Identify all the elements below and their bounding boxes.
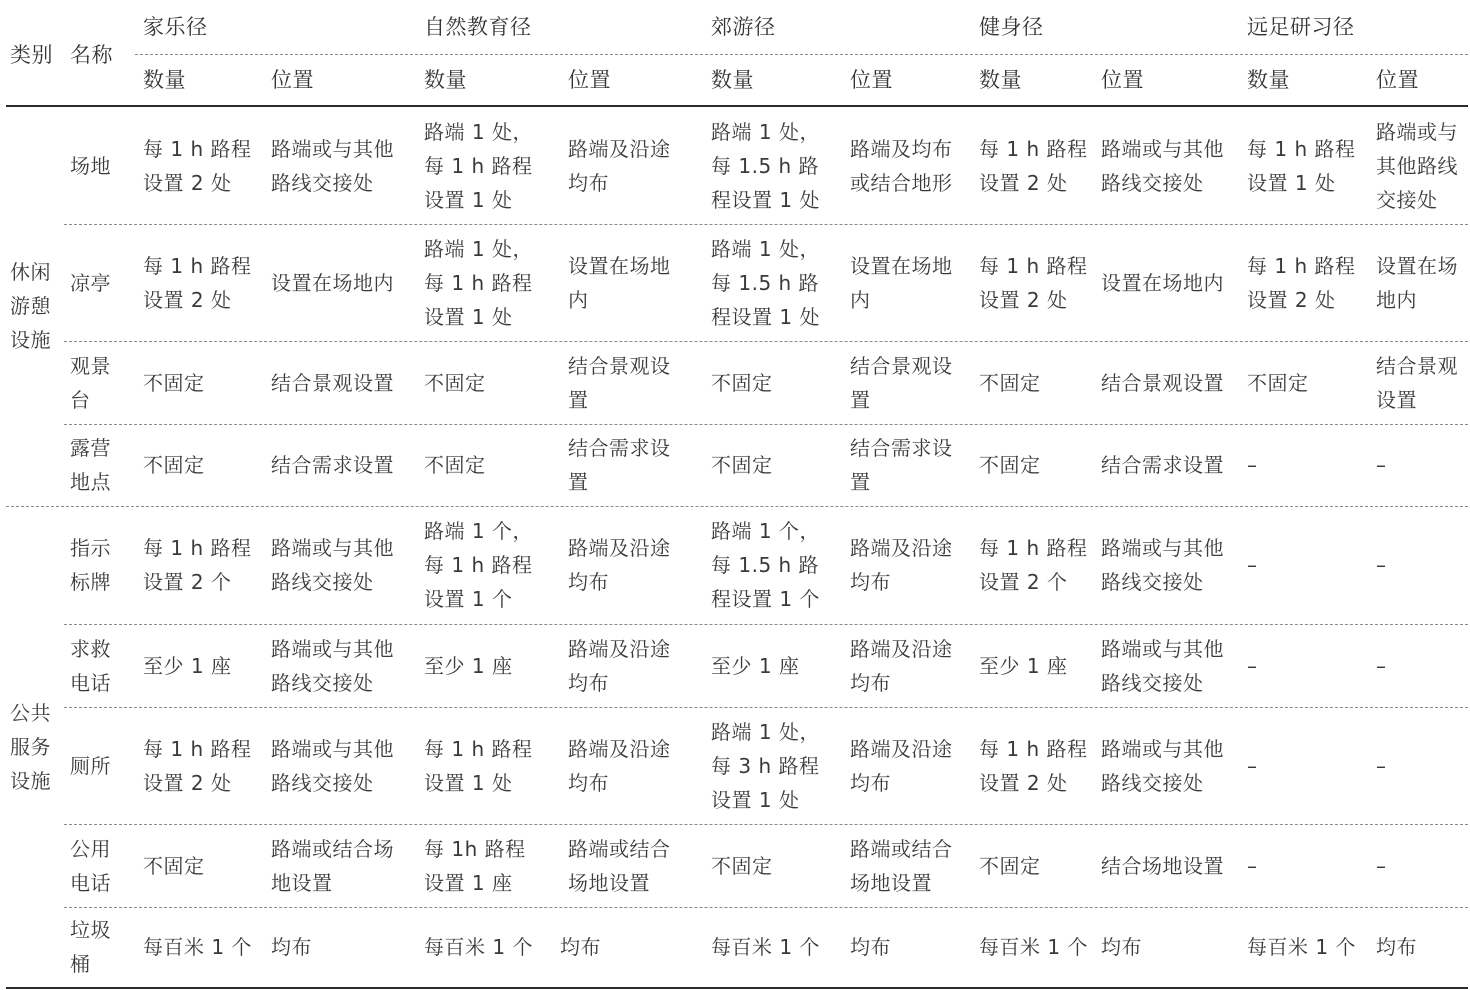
cell-line: – <box>1376 853 1387 878</box>
cell-line: 路端 1 个， <box>711 519 820 543</box>
location-cell <box>271 832 394 900</box>
cell-line: 结合需求设置 <box>1101 453 1224 477</box>
cell-line: 设置 2 个 <box>143 570 232 594</box>
quantity-cell <box>143 649 231 683</box>
quantity-cell <box>1247 548 1258 582</box>
quantity-cell <box>143 732 251 800</box>
cell-line: 每 1 h 路程 <box>424 153 533 178</box>
cell-line: 路端及沿途 <box>850 636 953 661</box>
cell-line: 路端或结合场 <box>271 836 394 861</box>
location-cell <box>271 266 394 300</box>
location-cell <box>850 930 891 964</box>
location-cell <box>271 732 394 800</box>
category-leisure <box>10 255 51 357</box>
category-divider <box>6 506 1468 507</box>
category-public-service <box>10 696 51 798</box>
cell-line: 置 <box>850 470 871 494</box>
location-cell <box>271 632 394 700</box>
location-cell <box>1101 266 1224 300</box>
cell-line: 设置 1 个 <box>424 587 513 611</box>
location-cell <box>568 431 671 499</box>
quantity-cell <box>979 649 1067 683</box>
cell-line: 每 1 h 路程 <box>143 736 252 761</box>
cell-line: 路线交接处 <box>271 570 374 594</box>
quantity-cell <box>1247 930 1356 964</box>
location-cell <box>850 349 953 417</box>
quantity-cell <box>711 232 820 334</box>
row-divider <box>64 341 1468 342</box>
cell-line: 不固定 <box>979 370 1041 395</box>
cell-line: 路端 1 个， <box>424 519 533 543</box>
cell-line: 路端或与其他 <box>1101 136 1224 161</box>
cell-line: 路线交接处 <box>271 170 374 195</box>
cell-line: 内 <box>850 287 871 312</box>
location-cell <box>568 132 671 200</box>
cell-line: 设施 <box>10 769 51 793</box>
cell-line: – <box>1376 753 1387 778</box>
cell-line: 路端或与 <box>1376 119 1458 144</box>
cell-line: 场地设置 <box>568 870 650 895</box>
cell-line: 设置 2 处 <box>143 170 232 195</box>
header-quantity-3: 数量 <box>711 68 754 92</box>
cell-line: 结合需求设 <box>568 436 671 460</box>
location-cell <box>568 732 671 800</box>
quantity-cell <box>424 448 486 482</box>
cell-line: 均布 <box>560 935 601 959</box>
header-group-outing: 郊游径 <box>711 15 776 39</box>
cell-line: 设置 1 处 <box>1247 170 1336 195</box>
cell-line: 程设置 1 处 <box>711 304 820 329</box>
cell-line: 电话 <box>70 870 111 895</box>
cell-line: 置 <box>568 387 589 412</box>
quantity-cell <box>424 115 533 217</box>
cell-line: 路线交接处 <box>1101 170 1204 195</box>
row-name <box>70 749 111 783</box>
cell-line: 地内 <box>1376 287 1417 312</box>
quantity-cell <box>711 849 773 883</box>
cell-line: 路线交接处 <box>271 770 374 795</box>
quantity-cell <box>424 232 533 334</box>
quantity-cell <box>711 649 799 683</box>
cell-line: 设置在场地内 <box>1101 270 1224 295</box>
cell-line: 凉亭 <box>70 270 111 295</box>
cell-line: 路端或与其他 <box>271 136 394 161</box>
location-cell <box>850 832 953 900</box>
location-cell <box>1376 249 1458 317</box>
row-divider <box>64 424 1468 425</box>
cell-line: 结合需求设置 <box>271 453 394 477</box>
location-cell <box>1101 531 1224 599</box>
cell-line: 电话 <box>70 670 111 695</box>
cell-line: 路端或结合 <box>568 836 671 861</box>
quantity-cell <box>424 930 533 964</box>
cell-line: – <box>1376 653 1387 678</box>
location-cell <box>850 732 953 800</box>
header-quantity-4: 数量 <box>979 68 1022 92</box>
cell-line: 每 1 h 路程 <box>1247 136 1356 161</box>
cell-line: 设置 2 处 <box>979 770 1068 795</box>
quantity-cell <box>1247 649 1258 683</box>
cell-line: 结合景观 <box>1376 353 1458 378</box>
cell-line: 路端 1 处， <box>711 119 820 144</box>
cell-line: 公用 <box>70 836 111 861</box>
cell-line: 置 <box>850 387 871 412</box>
cell-line: 不固定 <box>711 370 773 395</box>
header-group-fitness: 健身径 <box>979 15 1044 39</box>
cell-line: 每 1 h 路程 <box>979 253 1088 278</box>
cell-line: 均布 <box>568 670 609 695</box>
location-cell <box>568 832 671 900</box>
quantity-cell <box>424 832 526 900</box>
quantity-cell <box>143 849 205 883</box>
location-cell <box>850 249 953 317</box>
header-name: 名称 <box>70 43 113 67</box>
quantity-cell <box>424 732 532 800</box>
cell-line: 台 <box>70 387 91 412</box>
row-name <box>70 632 111 700</box>
cell-line: 程设置 1 个 <box>711 587 820 611</box>
cell-line: 每 1 h 路程 <box>424 736 533 761</box>
cell-line: 不固定 <box>711 453 773 477</box>
row-name <box>70 349 111 417</box>
quantity-cell <box>1247 132 1355 200</box>
cell-line: 设置在场地 <box>568 253 671 278</box>
cell-line: 设置在场 <box>1376 253 1458 278</box>
header-location-4: 位置 <box>1101 68 1144 92</box>
cell-line: 每 3 h 路程 <box>711 753 820 778</box>
cell-line: 每 1 h 路程 <box>979 736 1088 761</box>
cell-line: 设置 2 处 <box>1247 287 1336 312</box>
location-cell <box>850 632 953 700</box>
row-name <box>70 266 111 300</box>
cell-line: 不固定 <box>143 370 205 395</box>
cell-line: 休闲 <box>10 260 51 284</box>
header-bottom-rule <box>6 105 1468 107</box>
header-group-nature: 自然教育径 <box>424 15 532 39</box>
header-quantity-5: 数量 <box>1247 68 1290 92</box>
cell-line: 路端或与其他 <box>1101 536 1224 560</box>
quantity-cell <box>711 115 820 217</box>
cell-line: 内 <box>568 287 589 312</box>
cell-line: 厕所 <box>70 753 111 778</box>
cell-line: 路端或与其他 <box>1101 736 1224 761</box>
cell-line: 每 1.5 h 路 <box>711 553 820 577</box>
cell-line: 每 1h 路程 <box>424 836 526 861</box>
cell-line: 设置 <box>1376 387 1417 412</box>
quantity-cell <box>1247 749 1258 783</box>
cell-line: 设置 1 处 <box>711 787 800 812</box>
cell-line: 设置 2 个 <box>979 570 1068 594</box>
location-cell <box>560 930 601 964</box>
quantity-cell <box>711 514 820 616</box>
cell-line: 均布 <box>850 570 891 594</box>
cell-line: 设置 2 处 <box>143 287 232 312</box>
location-cell <box>850 132 953 200</box>
cell-line: 其他路线 <box>1376 153 1458 178</box>
cell-line: 结合景观设置 <box>271 370 394 395</box>
cell-line: 地点 <box>70 470 111 494</box>
cell-line: 均布 <box>271 935 312 959</box>
location-cell <box>271 531 394 599</box>
quantity-cell <box>979 930 1088 964</box>
cell-line: 观景 <box>70 353 111 378</box>
cell-line: 场地设置 <box>850 870 932 895</box>
row-name <box>70 832 111 900</box>
header-location-3: 位置 <box>850 68 893 92</box>
location-cell <box>1376 115 1458 217</box>
cell-line: 路线交接处 <box>1101 770 1204 795</box>
location-cell <box>568 249 671 317</box>
quantity-cell <box>143 531 251 599</box>
quantity-cell <box>1247 448 1258 482</box>
location-cell <box>1376 448 1387 482</box>
cell-line: – <box>1247 753 1258 778</box>
cell-line: 设置在场地 <box>850 253 953 278</box>
cell-line: 交接处 <box>1376 187 1438 212</box>
cell-line: 路端或与其他 <box>271 736 394 761</box>
cell-line: 路端或与其他 <box>1101 636 1224 661</box>
cell-line: 每 1 h 路程 <box>979 536 1088 560</box>
cell-line: 程设置 1 处 <box>711 187 820 212</box>
location-cell <box>1101 732 1224 800</box>
row-name <box>70 431 111 499</box>
header-quantity-1: 数量 <box>143 68 186 92</box>
cell-line: 设置 1 处 <box>424 187 513 212</box>
quantity-cell <box>979 849 1041 883</box>
cell-line: 路端或结合 <box>850 836 953 861</box>
location-cell <box>1376 649 1387 683</box>
quantity-cell <box>979 732 1087 800</box>
location-cell <box>271 930 312 964</box>
cell-line: 游憩 <box>10 294 51 318</box>
cell-line: 至少 1 座 <box>424 653 513 678</box>
quantity-cell <box>711 448 773 482</box>
cell-line: 或结合地形 <box>850 170 953 195</box>
cell-line: 路线交接处 <box>271 670 374 695</box>
cell-line: 路端或与其他 <box>271 536 394 560</box>
cell-line: 公共 <box>10 701 51 725</box>
cell-line: 标牌 <box>70 570 111 594</box>
quantity-cell <box>979 531 1087 599</box>
cell-line: 均布 <box>850 670 891 695</box>
cell-line: 每 1 h 路程 <box>143 136 252 161</box>
header-group-hiking: 远足研习径 <box>1247 15 1355 39</box>
cell-line: 路线交接处 <box>1101 570 1204 594</box>
location-cell <box>850 531 953 599</box>
cell-line: 每 1 h 路程 <box>1247 253 1356 278</box>
cell-line: 设置 2 处 <box>143 770 232 795</box>
cell-line: – <box>1376 453 1387 477</box>
cell-line: 每百米 1 个 <box>979 935 1088 959</box>
header-divider <box>135 54 1468 55</box>
cell-line: 求救 <box>70 636 111 661</box>
cell-line: 每 1.5 h 路 <box>711 270 820 295</box>
location-cell <box>1101 632 1224 700</box>
location-cell <box>1376 349 1458 417</box>
quantity-cell <box>424 649 512 683</box>
row-name <box>70 531 111 599</box>
cell-line: 路端及沿途 <box>568 536 671 560</box>
cell-line: 至少 1 座 <box>711 653 800 678</box>
cell-line: 设置 2 处 <box>979 170 1068 195</box>
cell-line: 地设置 <box>271 870 333 895</box>
quantity-cell <box>1247 849 1258 883</box>
cell-line: 每百米 1 个 <box>1247 935 1356 959</box>
quantity-cell <box>979 249 1087 317</box>
cell-line: 路端及沿途 <box>850 536 953 560</box>
cell-line: 结合场地设置 <box>1101 853 1224 878</box>
quantity-cell <box>979 366 1041 400</box>
quantity-cell <box>143 930 252 964</box>
location-cell <box>1101 132 1224 200</box>
cell-line: 不固定 <box>979 853 1041 878</box>
header-location-2: 位置 <box>568 68 611 92</box>
cell-line: 均布 <box>1376 935 1417 959</box>
cell-line: 均布 <box>568 770 609 795</box>
cell-line: 路线交接处 <box>1101 670 1204 695</box>
location-cell <box>271 366 394 400</box>
cell-line: 结合景观设 <box>568 353 671 378</box>
cell-line: – <box>1247 453 1258 477</box>
quantity-cell <box>711 930 820 964</box>
cell-line: 设置在场地内 <box>271 270 394 295</box>
cell-line: 露营 <box>70 436 111 460</box>
cell-line: 每百米 1 个 <box>143 935 252 959</box>
cell-line: 设置 1 处 <box>424 770 513 795</box>
cell-line: 设置 2 处 <box>979 287 1068 312</box>
cell-line: 场地 <box>70 153 111 178</box>
row-divider <box>64 824 1468 825</box>
cell-line: 指示 <box>70 536 111 560</box>
cell-line: 路端 1 处， <box>711 719 820 744</box>
cell-line: 均布 <box>1101 935 1142 959</box>
location-cell <box>1101 366 1224 400</box>
cell-line: 每百米 1 个 <box>711 935 820 959</box>
cell-line: 设置 1 座 <box>424 870 513 895</box>
cell-line: 路端及均布 <box>850 136 953 161</box>
cell-line: 路端 1 处， <box>424 236 533 261</box>
cell-line: 设施 <box>10 328 51 352</box>
cell-line: 路端及沿途 <box>568 136 671 161</box>
cell-line: 每百米 1 个 <box>424 935 533 959</box>
header-group-family: 家乐径 <box>143 15 208 39</box>
cell-line: – <box>1247 553 1258 577</box>
cell-line: – <box>1247 853 1258 878</box>
row-name <box>70 149 111 183</box>
table-bottom-rule <box>6 987 1468 989</box>
quantity-cell <box>979 132 1087 200</box>
row-divider <box>64 224 1468 225</box>
cell-line: 每 1.5 h 路 <box>711 153 820 178</box>
cell-line: 不固定 <box>979 453 1041 477</box>
cell-line: – <box>1247 653 1258 678</box>
location-cell <box>271 132 394 200</box>
cell-line: 每 1 h 路程 <box>143 253 252 278</box>
cell-line: 每 1 h 路程 <box>424 270 533 295</box>
quantity-cell <box>143 366 205 400</box>
cell-line: 服务 <box>10 735 51 759</box>
cell-line: 均布 <box>850 935 891 959</box>
row-divider <box>64 907 1468 908</box>
quantity-cell <box>711 715 820 817</box>
quantity-cell <box>979 448 1041 482</box>
row-divider <box>64 707 1468 708</box>
cell-line: 不固定 <box>143 453 205 477</box>
location-cell <box>568 632 671 700</box>
location-cell <box>1376 749 1387 783</box>
quantity-cell <box>1247 366 1309 400</box>
cell-line: 至少 1 座 <box>143 653 232 678</box>
row-name <box>70 913 111 981</box>
location-cell <box>1101 448 1224 482</box>
cell-line: 不固定 <box>143 853 205 878</box>
quantity-cell <box>143 132 251 200</box>
cell-line: 路端及沿途 <box>850 736 953 761</box>
cell-line: 结合景观设 <box>850 353 953 378</box>
location-cell <box>568 349 671 417</box>
cell-line: 结合景观设置 <box>1101 370 1224 395</box>
location-cell <box>568 531 671 599</box>
header-category: 类别 <box>10 43 53 67</box>
location-cell <box>1376 930 1417 964</box>
cell-line: 每 1 h 路程 <box>143 536 252 560</box>
quantity-cell <box>711 366 773 400</box>
cell-line: 置 <box>568 470 589 494</box>
cell-line: 桶 <box>70 952 91 976</box>
location-cell <box>1101 849 1224 883</box>
location-cell <box>1101 930 1142 964</box>
cell-line: 不固定 <box>1247 370 1309 395</box>
location-cell <box>271 448 394 482</box>
location-cell <box>850 431 953 499</box>
header-location-5: 位置 <box>1376 68 1419 92</box>
cell-line: 每 1 h 路程 <box>424 553 533 577</box>
cell-line: 路端 1 处， <box>711 236 820 261</box>
cell-line: 均布 <box>568 170 609 195</box>
cell-line: 不固定 <box>424 370 486 395</box>
cell-line: 设置 1 处 <box>424 304 513 329</box>
header-quantity-2: 数量 <box>424 68 467 92</box>
row-divider <box>64 624 1468 625</box>
cell-line: 不固定 <box>424 453 486 477</box>
cell-line: 不固定 <box>711 853 773 878</box>
cell-line: 均布 <box>568 570 609 594</box>
cell-line: – <box>1376 553 1387 577</box>
quantity-cell <box>1247 249 1355 317</box>
location-cell <box>1376 548 1387 582</box>
header-location-1: 位置 <box>271 68 314 92</box>
quantity-cell <box>143 249 251 317</box>
location-cell <box>1376 849 1387 883</box>
cell-line: 路端 1 处， <box>424 119 533 144</box>
cell-line: 均布 <box>850 770 891 795</box>
cell-line: 路端或与其他 <box>271 636 394 661</box>
cell-line: 结合需求设 <box>850 436 953 460</box>
cell-line: 至少 1 座 <box>979 653 1068 678</box>
cell-line: 每 1 h 路程 <box>979 136 1088 161</box>
quantity-cell <box>424 366 486 400</box>
cell-line: 路端及沿途 <box>568 636 671 661</box>
cell-line: 路端及沿途 <box>568 736 671 761</box>
quantity-cell <box>424 514 533 616</box>
cell-line: 垃圾 <box>70 918 111 942</box>
quantity-cell <box>143 448 205 482</box>
